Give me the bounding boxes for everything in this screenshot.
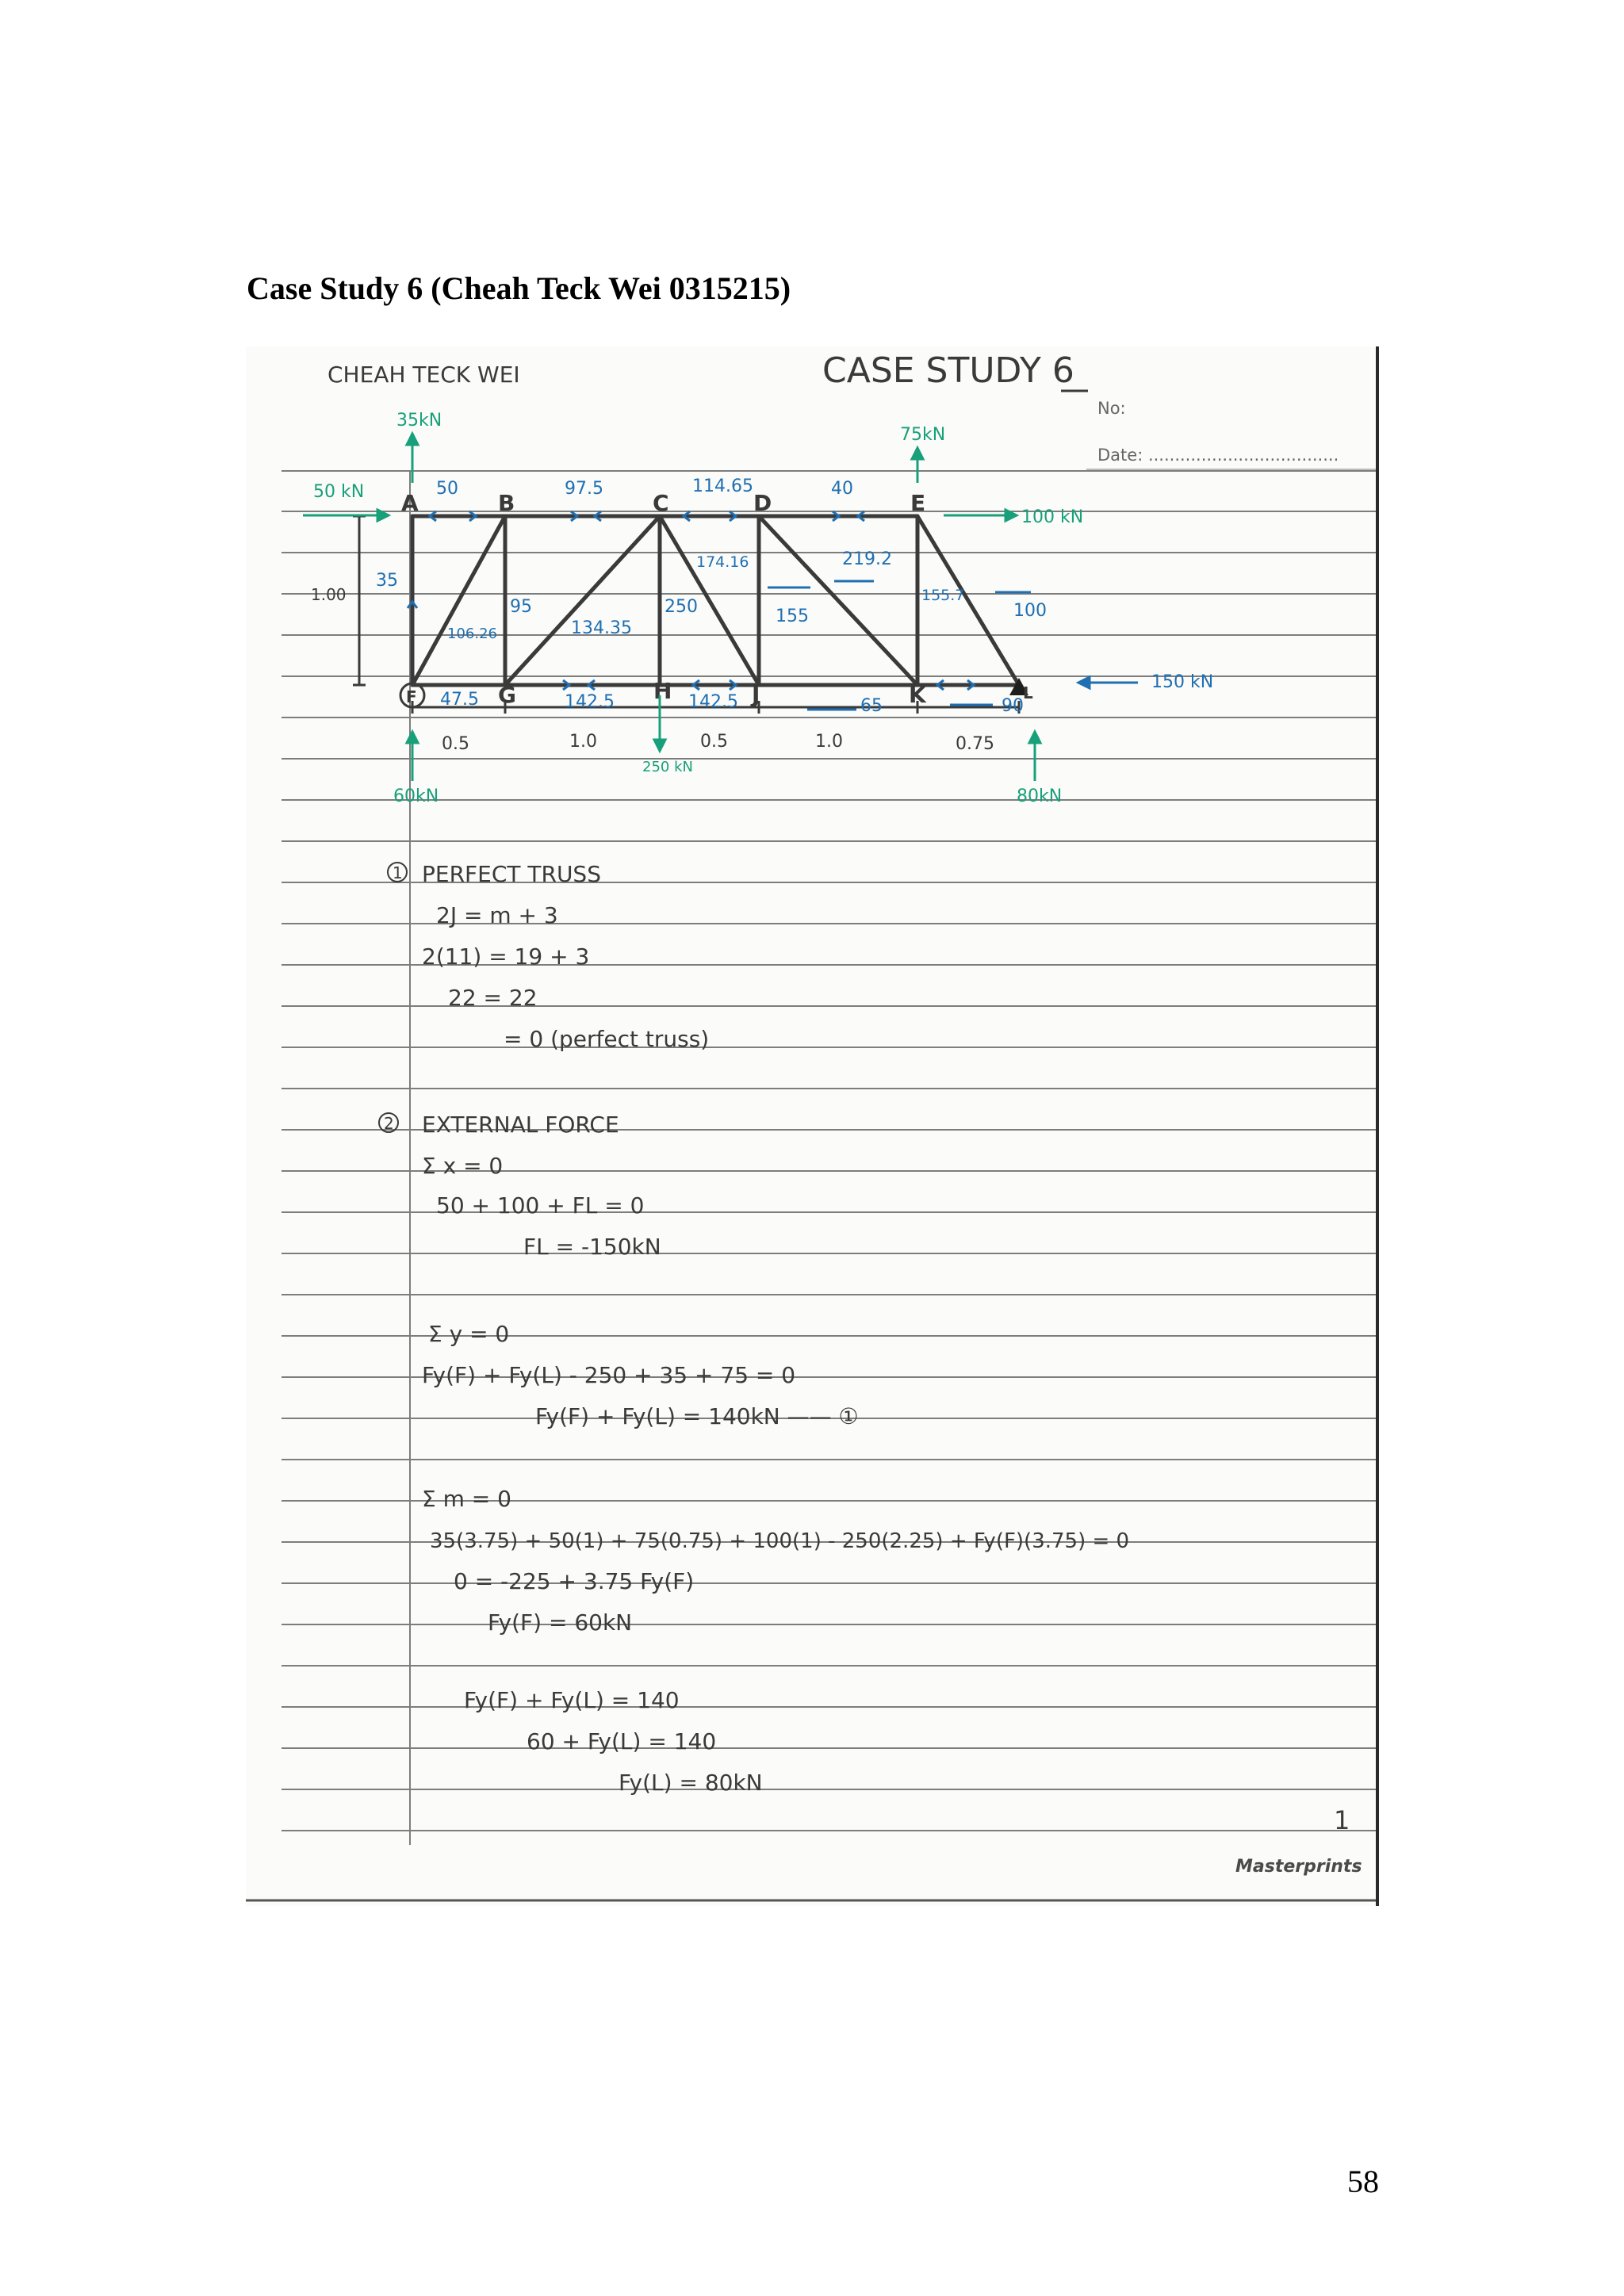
force-bc: 97.5 [565, 479, 603, 499]
result-line-3: Fy(L) = 80kN [619, 1770, 763, 1796]
load-a-vertical: 35kN [396, 411, 442, 430]
brand-logo: Masterprints [1235, 1857, 1362, 1877]
force-bg: 95 [510, 597, 532, 617]
node-e: E [910, 490, 926, 516]
force-af: 35 [376, 571, 398, 591]
worked-solution [379, 861, 1129, 1796]
force-cg: 134.35 [571, 618, 632, 638]
node-j: J [752, 682, 760, 708]
reaction-l: 80kN [1017, 786, 1063, 806]
sum-m-line-3: 0 = -225 + 3.75 Fy(F) [454, 1568, 695, 1594]
step-1-line-1: 2J = m + 3 [436, 902, 558, 928]
force-hj: 142.5 [688, 692, 738, 712]
sum-y-line-2: Fy(F) + Fy(L) - 250 + 35 + 75 = 0 [422, 1362, 796, 1388]
sum-m-line-1: Σ m = 0 [422, 1486, 511, 1512]
force-ch: 250 [665, 597, 698, 617]
truss-diagram [303, 411, 1213, 806]
force-bf: 106.26 [447, 626, 497, 642]
sum-x-line-1: Σ x = 0 [422, 1153, 504, 1179]
force-dj: 155 [776, 607, 809, 626]
load-e-horizontal: 100 kN [1021, 507, 1084, 527]
force-jk: 65 [860, 696, 883, 716]
force-fg: 47.5 [440, 690, 479, 710]
load-l-horizontal: 150 kN [1151, 672, 1214, 692]
ruled-lines [282, 471, 1379, 1831]
force-gh: 142.5 [565, 692, 615, 712]
notebook-page-scan [246, 346, 1379, 1906]
height-value: 1.00 [311, 585, 347, 604]
sum-y-line-3: Fy(F) + Fy(L) = 140kN —— ① [535, 1403, 859, 1429]
force-ab: 50 [436, 479, 458, 499]
span-kl: 0.75 [956, 734, 994, 754]
result-line-1: Fy(F) + Fy(L) = 140 [464, 1687, 680, 1713]
node-l: L [1023, 683, 1033, 702]
sum-x-line-2: 50 + 100 + FL = 0 [436, 1192, 645, 1219]
sum-m-line-2: 35(3.75) + 50(1) + 75(0.75) + 100(1) - 250(2.25) + Fy(F)(3.75) = 0 [430, 1529, 1130, 1553]
force-ek: 155.7 [921, 587, 965, 604]
section-2-title: EXTERNAL FORCE [422, 1112, 619, 1138]
node-b: B [498, 490, 515, 516]
sum-m-line-4: Fy(F) = 60kN [488, 1609, 633, 1636]
node-k: K [909, 682, 926, 708]
section-1-number: 1 [393, 863, 403, 882]
force-de: 40 [831, 479, 853, 499]
no-label: No: [1097, 399, 1126, 418]
node-h: H [653, 678, 672, 704]
node-f: F [406, 687, 417, 706]
corner-mark: 1 [1334, 1805, 1350, 1835]
node-a: A [401, 490, 419, 516]
sum-x-line-3: FL = -150kN [523, 1234, 661, 1260]
span-gh: 1.0 [569, 732, 597, 752]
section-2-number: 2 [384, 1114, 394, 1133]
sum-y-line-1: Σ y = 0 [428, 1321, 510, 1347]
section-1-title: PERFECT TRUSS [422, 861, 601, 887]
result-line-2: 60 + Fy(L) = 140 [527, 1728, 717, 1755]
page-number: 58 [1347, 2164, 1379, 2199]
node-g: G [498, 682, 516, 708]
author-name: CHEAH TECK WEI [327, 362, 520, 388]
member-dk [759, 516, 917, 685]
span-fg: 0.5 [442, 734, 469, 754]
force-dk: 219.2 [842, 549, 892, 569]
reaction-f: 60kN [393, 786, 439, 806]
load-e-vertical: 75kN [900, 425, 946, 445]
load-a-horizontal: 50 kN [313, 482, 365, 502]
span-jk: 1.0 [815, 732, 843, 752]
step-1-line-3: 22 = 22 [448, 985, 538, 1011]
sheet-heading: CASE STUDY 6 [822, 350, 1074, 391]
force-cd: 114.65 [692, 476, 753, 496]
step-1-line-2: 2(11) = 19 + 3 [422, 943, 590, 970]
date-label: Date: .................................... [1097, 446, 1339, 465]
force-kl: 90 [1002, 696, 1024, 716]
node-c: C [653, 490, 669, 516]
node-d: D [753, 490, 772, 516]
span-hj: 0.5 [700, 732, 728, 752]
step-1-line-4: = 0 (perfect truss) [504, 1026, 710, 1052]
document-title: Case Study 6 (Cheah Teck Wei 0315215) [247, 270, 791, 306]
force-el: 100 [1013, 601, 1047, 621]
member-bf [412, 516, 505, 685]
force-cj: 174.16 [696, 553, 749, 571]
load-h-vertical: 250 kN [642, 759, 693, 775]
